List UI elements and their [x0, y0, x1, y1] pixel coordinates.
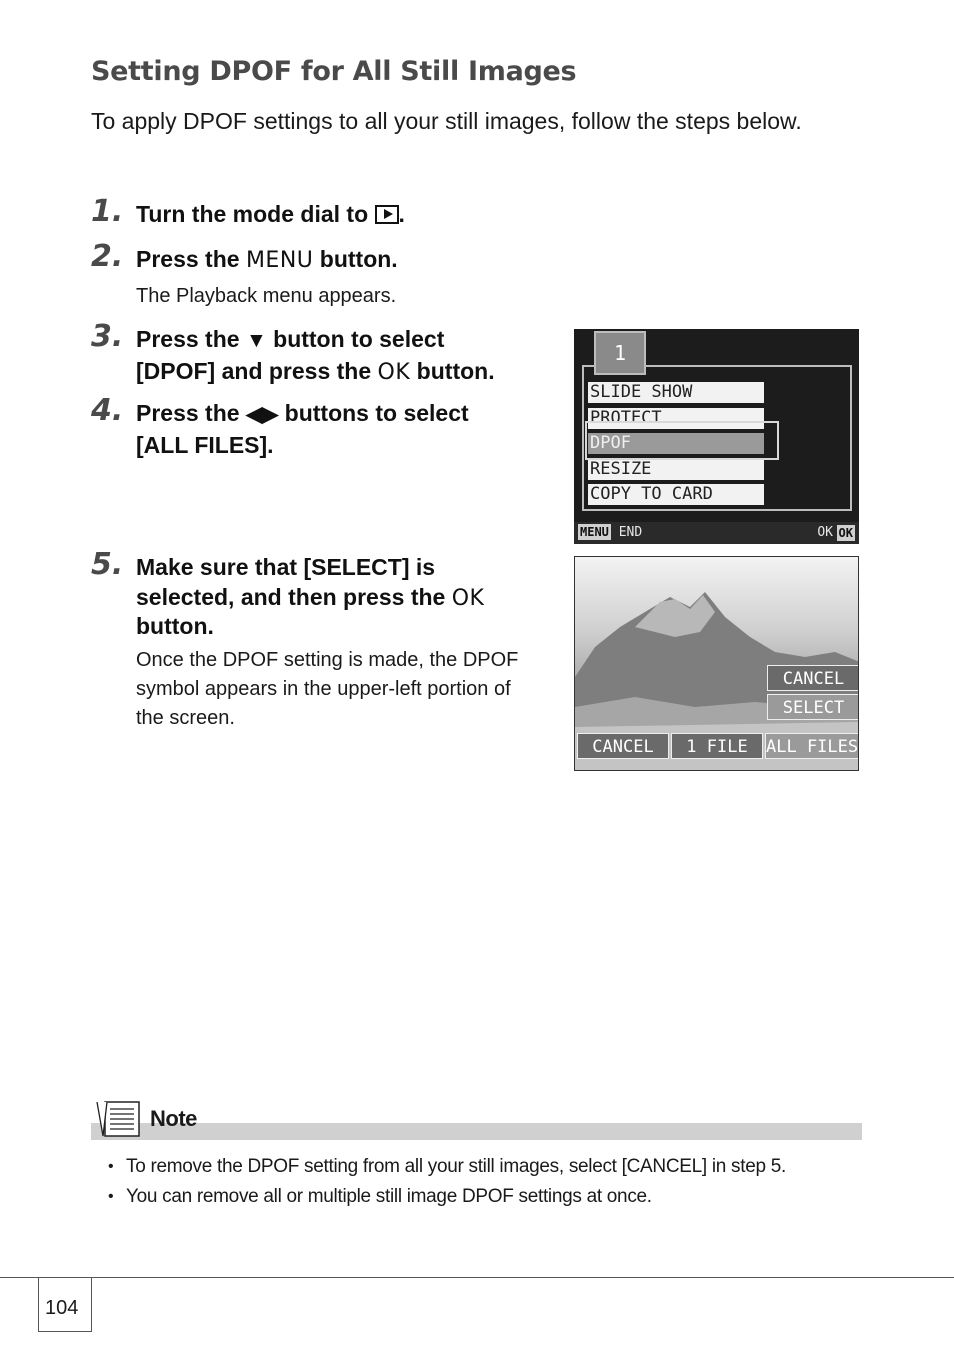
step-5-line-1: Make sure that [SELECT] is — [136, 554, 436, 580]
all-files-button[interactable]: ALL FILES — [765, 733, 859, 759]
ok-key-label: OK — [377, 360, 411, 385]
note-icon — [95, 1100, 141, 1138]
note-bar — [91, 1123, 862, 1140]
step-3-number: 3. — [91, 319, 124, 354]
ok-key-icon: OK — [838, 526, 853, 540]
note-item: • You can remove all or multiple still image DPOF settings at once. — [108, 1182, 868, 1212]
note-label: Note — [150, 1106, 197, 1131]
dpof-all-files-screen — [574, 556, 859, 771]
menu-status-bar — [574, 522, 859, 544]
step-1-text — [136, 199, 405, 230]
menu-item-protect[interactable]: PROTECT — [588, 408, 764, 429]
one-file-button[interactable]: 1 FILE — [671, 733, 763, 759]
step-3-line-1-before: Press the — [136, 326, 246, 352]
step-4-number: 4. — [91, 393, 124, 428]
intro-paragraph: To apply DPOF settings to all your still images, follow the steps below. — [91, 108, 802, 134]
step-5-line-3: button. — [136, 613, 214, 639]
step-1-number: 1. — [91, 194, 124, 229]
menu-item-copy-to-card[interactable]: COPY TO CARD — [588, 484, 764, 505]
end-label: END — [618, 525, 643, 540]
step-2-text-after: button. — [313, 246, 398, 272]
footer-rule — [0, 1277, 954, 1278]
menu-item-resize[interactable]: RESIZE — [588, 459, 764, 480]
down-triangle-icon: ▼ — [245, 329, 267, 352]
note-item: • To remove the DPOF setting from all your still images, select [CANCEL] in step 5. — [108, 1152, 868, 1182]
step-1-text-before: Turn the mode dial to — [136, 201, 375, 227]
ok-key-label: OK — [451, 586, 485, 611]
note-list — [108, 1152, 868, 1212]
step-2-number: 2. — [91, 239, 124, 274]
step-4-text — [136, 398, 556, 461]
step-3-line-2 — [136, 356, 556, 388]
cancel-button[interactable]: CANCEL — [577, 733, 669, 759]
step-2-text-before: Press the — [136, 246, 246, 272]
section-title: Setting DPOF for All Still Images — [91, 56, 577, 87]
menu-page-tab: 1 — [594, 331, 646, 375]
step-4-line-1-after: buttons to select — [278, 400, 469, 426]
step-2-text — [136, 244, 398, 276]
step-5-subtext: Once the DPOF setting is made, the DPOF symbol appears in the upper-left portion of the screen. — [136, 649, 519, 729]
step-3-line-2-after: button. — [410, 358, 495, 384]
step-3-line-1-after: button to select — [266, 326, 445, 352]
menu-item-dpof[interactable]: DPOF — [588, 433, 764, 454]
step-2-subtext: The Playback menu appears. — [136, 285, 397, 307]
popup-select-button[interactable]: SELECT — [767, 694, 859, 720]
step-5-text — [136, 552, 556, 641]
popup-cancel-button[interactable]: CANCEL — [767, 665, 859, 691]
step-3-line-2-before: [DPOF] and press the — [136, 358, 378, 384]
ok-label: OK — [817, 525, 833, 540]
playback-icon — [375, 205, 399, 224]
step-4-line-2: [ALL FILES]. — [136, 432, 274, 458]
menu-item-slide-show[interactable]: SLIDE SHOW — [588, 382, 764, 403]
menu-key-icon: MENU — [580, 525, 609, 539]
left-right-triangle-icon: ◀▶ — [245, 403, 279, 426]
selection-highlight — [585, 421, 779, 460]
step-1-text-after: . — [398, 201, 405, 227]
playback-menu-screen — [574, 329, 859, 544]
step-3-text — [136, 324, 556, 388]
step-5-line-2 — [136, 582, 556, 614]
step-5-number: 5. — [91, 547, 124, 582]
step-3-line-1 — [136, 324, 556, 356]
step-4-line-1-before: Press the — [136, 400, 246, 426]
step-4-line-1 — [136, 398, 556, 430]
page-number: 104 — [45, 1297, 79, 1319]
menu-key-label: MENU — [245, 248, 314, 273]
step-5-line-2-before: selected, and then press the — [136, 584, 452, 610]
